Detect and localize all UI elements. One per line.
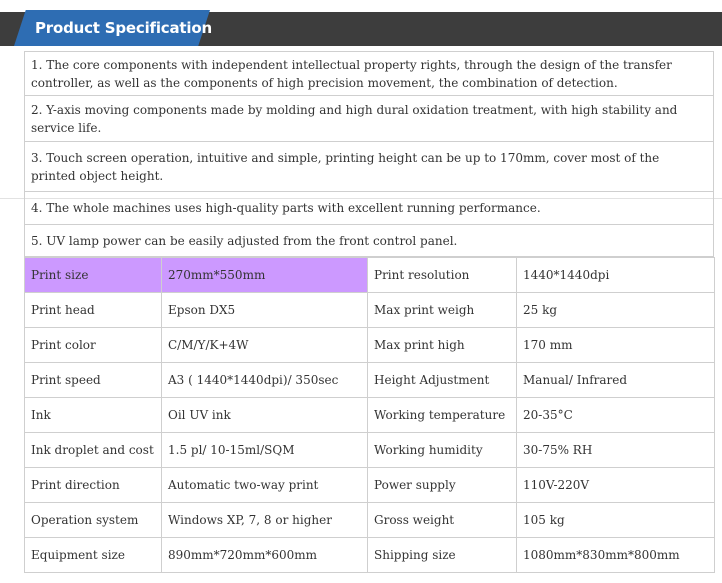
spec-value-cell: A3 ( 1440*1440dpi)/ 350sec bbox=[162, 363, 368, 398]
spec-table bbox=[24, 257, 715, 573]
spec-row bbox=[25, 258, 715, 293]
spec-row bbox=[25, 468, 715, 503]
spec-row bbox=[25, 398, 715, 433]
note-row bbox=[25, 52, 714, 96]
spec-value-cell: 270mm*550mm bbox=[162, 258, 368, 293]
spec-value-cell: 890mm*720mm*600mm bbox=[162, 538, 368, 573]
spec-label-cell: Ink bbox=[25, 398, 162, 433]
spec-label-cell: Working humidity bbox=[368, 433, 517, 468]
spec-row bbox=[25, 293, 715, 328]
spec-value-cell: Automatic two-way print bbox=[162, 468, 368, 503]
spec-label-cell: Print resolution bbox=[368, 258, 517, 293]
feature-notes-table bbox=[24, 51, 714, 257]
section-title: Product Specification bbox=[35, 19, 212, 37]
spec-value-cell: C/M/Y/K+4W bbox=[162, 328, 368, 363]
spec-label-cell: Working temperature bbox=[368, 398, 517, 433]
spec-value-cell: Oil UV ink bbox=[162, 398, 368, 433]
note-row bbox=[25, 192, 714, 225]
spec-value-cell: 25 kg bbox=[517, 293, 715, 328]
spec-value-cell: 1080mm*830mm*800mm bbox=[517, 538, 715, 573]
spec-value-cell: 1.5 pl/ 10-15ml/SQM bbox=[162, 433, 368, 468]
spec-label-cell: Equipment size bbox=[25, 538, 162, 573]
spec-label-cell: Max print high bbox=[368, 328, 517, 363]
spec-area bbox=[24, 51, 714, 573]
spec-label-cell: Power supply bbox=[368, 468, 517, 503]
note-text: 3. Touch screen operation, intuitive and simple, printing height can be up to 170mm, cover most of the printed object height. bbox=[25, 142, 714, 192]
spec-row bbox=[25, 538, 715, 573]
spec-row bbox=[25, 433, 715, 468]
note-text: 2. Y-axis moving components made by molding and high dural oxidation treatment, with high stability and service life. bbox=[25, 96, 714, 142]
spec-value-cell: 20-35°C bbox=[517, 398, 715, 433]
spec-value-cell: Epson DX5 bbox=[162, 293, 368, 328]
spec-value-cell: 30-75% RH bbox=[517, 433, 715, 468]
spec-label-cell: Gross weight bbox=[368, 503, 517, 538]
spec-row bbox=[25, 363, 715, 398]
note-text: 4. The whole machines uses high-quality parts with excellent running performance. bbox=[25, 192, 714, 225]
spec-value-cell: 1440*1440dpi bbox=[517, 258, 715, 293]
note-row bbox=[25, 96, 714, 142]
spec-label-cell: Height Adjustment bbox=[368, 363, 517, 398]
spec-value-cell: 170 mm bbox=[517, 328, 715, 363]
spec-row bbox=[25, 328, 715, 363]
spec-value-cell: 105 kg bbox=[517, 503, 715, 538]
spec-label-cell: Print color bbox=[25, 328, 162, 363]
spec-label-cell: Print head bbox=[25, 293, 162, 328]
spec-row bbox=[25, 503, 715, 538]
spec-label-cell: Max print weigh bbox=[368, 293, 517, 328]
note-row bbox=[25, 225, 714, 257]
spec-value-cell: Manual/ Infrared bbox=[517, 363, 715, 398]
spec-label-cell: Operation system bbox=[25, 503, 162, 538]
spec-label-cell: Print direction bbox=[25, 468, 162, 503]
spec-label-cell: Print size bbox=[25, 258, 162, 293]
note-text: 5. UV lamp power can be easily adjusted from the front control panel. bbox=[25, 225, 714, 257]
note-text: 1. The core components with independent intellectual property rights, through the design of the transfer controller, as well as the components of high precision movement, the combination of detection. bbox=[25, 52, 714, 96]
note-row bbox=[25, 142, 714, 192]
spec-label-cell: Shipping size bbox=[368, 538, 517, 573]
spec-label-cell: Ink droplet and cost bbox=[25, 433, 162, 468]
spec-value-cell: Windows XP, 7, 8 or higher bbox=[162, 503, 368, 538]
spec-label-cell: Print speed bbox=[25, 363, 162, 398]
spec-value-cell: 110V-220V bbox=[517, 468, 715, 503]
